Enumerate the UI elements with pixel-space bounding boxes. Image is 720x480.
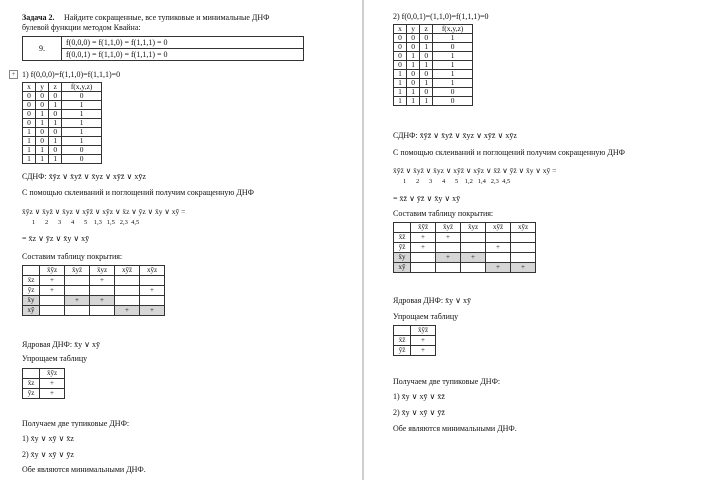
truth-cell: 0 [36,137,49,146]
cover-cell [115,286,140,296]
small-cell: x̄z̄ [394,336,411,346]
truth-header-cell: x [394,25,407,34]
cover-cell [511,233,536,243]
cover-cell: + [486,263,511,273]
small-header-row [23,369,65,379]
truth-cell: 1 [420,61,433,70]
truth-cell: 1 [394,97,407,106]
small-cell: + [40,389,65,399]
truth-cell: 1 [23,128,36,137]
truth-cell: 1 [36,110,49,119]
truth-cell: 1 [36,146,49,155]
truth-cell: 0 [36,101,49,110]
table-row [23,119,102,128]
cover-header-cell: x̄yz [90,266,115,276]
truth-cell: 0 [49,146,62,155]
cover-cell [436,243,461,253]
cover-cell: + [40,286,65,296]
truth-cell: 0 [62,155,102,164]
cover-cell: + [140,286,165,296]
truth-cell: 0 [62,92,102,101]
truth-cell: 0 [433,88,473,97]
cover-cell: + [436,233,461,243]
small-cell: x̄z [23,379,40,389]
small-header-cell: x̄ȳz [40,369,65,379]
truth-cell: 0 [420,52,433,61]
cover-cell [461,233,486,243]
truth-cell: 1 [36,119,49,128]
sdnf-1: СДНФ: x̄ȳz ∨ x̄yz̄ ∨ x̄yz ∨ xȳz̄ ∨ xȳz [22,172,146,181]
glue-result-1: = x̄z ∨ ȳz ∨ x̄y ∨ xȳ [22,234,90,243]
cover-header-row [394,223,536,233]
truth-table-2 [393,24,473,106]
truth-cell: 0 [394,34,407,43]
cover-header-row [23,266,165,276]
table-row [394,52,473,61]
cover-cell [90,306,115,316]
task-row-2: f(0,0,1) = f(1,1,0) = f(1,1,1) = 0 [62,49,304,61]
cover-cell [90,286,115,296]
truth-cell: 0 [36,92,49,101]
truth-cell: 1 [420,97,433,106]
truth-cell: 1 [394,70,407,79]
cover-cell: + [411,243,436,253]
truth-table-1 [22,82,102,164]
dnf2-2: 2) x̄y ∨ xȳ ∨ ȳz̄ [393,408,445,417]
cover-header-cell: x̄ȳz [40,266,65,276]
task-row-1: f(0,0,0) = f(1,1,0) = f(1,1,1) = 0 [62,37,304,49]
core-dnf-2: Ядровая ДНФ: x̄y ∨ xȳ [393,296,471,305]
truth-cell: 1 [394,88,407,97]
cover-cell: ȳz [23,286,40,296]
cover-cell: x̄y [23,296,40,306]
task-title: Задача 2. [22,13,55,22]
table-row [23,276,165,286]
two-dnf-2: Получаем две тупиковые ДНФ: [393,377,501,386]
cover-cell [511,243,536,253]
table-row [23,92,102,101]
truth-header-row [394,25,473,34]
cover-cell [461,243,486,253]
table-row [394,70,473,79]
table-row [394,43,473,52]
truth-cell: 1 [407,88,420,97]
truth-cell: 0 [394,52,407,61]
truth-cell: 1 [433,70,473,79]
two-dnf-1: Получаем две тупиковые ДНФ: [22,419,130,428]
cover-cell [486,233,511,243]
cover-title-2: Составим таблицу покрытия: [393,209,494,218]
table-row [23,155,102,164]
sdnf-2: СДНФ: x̄ȳz̄ ∨ x̄yz̄ ∨ x̄yz ∨ xȳz̄ ∨ xȳz [393,131,517,140]
cover-cell: + [90,276,115,286]
cover-header-cell: x̄yz̄ [65,266,90,276]
truth-cell: 0 [433,43,473,52]
small-corner-cell [23,369,40,379]
cover-cell: xȳ [23,306,40,316]
truth-cell: 0 [407,79,420,88]
glue-nums-2: 1 2 3 4 5 1,2 1,4 2,3 4,5 [403,178,511,185]
table-row [23,128,102,137]
truth-cell: 1 [433,79,473,88]
truth-cell: 1 [62,119,102,128]
table-move-handle[interactable]: + [9,70,18,79]
cover-header-cell [23,266,40,276]
cover-header-cell: xȳz [511,223,536,233]
truth-cell: 1 [407,61,420,70]
cover-cell [411,263,436,273]
small-cell: ȳz̄ [394,346,411,356]
truth-cell: 0 [420,70,433,79]
cover-cell: + [40,276,65,286]
truth-cell: 0 [23,110,36,119]
truth-cell: 1 [23,155,36,164]
cover-table-1 [22,265,165,316]
glue-expr-1: x̄ȳz ∨ x̄yz̄ ∨ x̄yz ∨ xȳz̄ ∨ xȳz ∨ x̄z ∨ ȳz ∨ x̄y ∨ xȳ = [22,207,186,216]
truth-cell: 1 [62,128,102,137]
truth-header-cell: y [36,83,49,92]
truth-cell: 0 [23,119,36,128]
glue-expr-2: x̄ȳz̄ ∨ x̄yz̄ ∨ x̄yz ∨ xȳz̄ ∨ xȳz ∨ x̄z̄ ∨ ȳz̄ ∨ x̄y ∨ xȳ = [393,166,557,175]
small-header-cell: x̄ȳz̄ [411,326,436,336]
cover-cell: + [140,306,165,316]
table-row [394,88,473,97]
cover-cell [65,306,90,316]
truth-cell: 0 [49,92,62,101]
cover-cell: ȳz̄ [394,243,411,253]
table-row [23,296,165,306]
dnf1-1: 1) x̄y ∨ xȳ ∨ x̄z [22,434,74,443]
cover-cell: + [411,233,436,243]
table-row [394,79,473,88]
truth-cell: 0 [407,70,420,79]
cover-cell [140,276,165,286]
cover-cell [115,276,140,286]
truth-cell: 0 [420,34,433,43]
cover-header-cell: x̄ȳz̄ [411,223,436,233]
truth-cell: 0 [433,97,473,106]
table-row [394,336,436,346]
cover-cell [115,296,140,306]
truth-cell: 1 [49,101,62,110]
truth-header-cell: y [407,25,420,34]
table-row [23,306,165,316]
both-min-1: Обе являются минимальными ДНФ. [22,465,146,474]
cover-cell [65,286,90,296]
truth-cell: 1 [62,101,102,110]
cover-cell: xȳ [394,263,411,273]
case1-title: 1) f(0,0,0)=f(1,1,0)=f(1,1,1)=0 [22,70,121,79]
truth-header-row [23,83,102,92]
cover-cell: x̄z̄ [394,233,411,243]
truth-cell: 1 [407,97,420,106]
cover-title-1: Составим таблицу покрытия: [22,252,123,261]
simplify-1: Упрощаем таблицу [22,354,88,363]
truth-header-cell: z [49,83,62,92]
table-row [394,34,473,43]
cover-cell: + [90,296,115,306]
truth-cell: 0 [62,146,102,155]
task-table [22,36,304,61]
small-table-2 [393,325,436,356]
cover-table-2 [393,222,536,273]
dnf1-2: 1) x̄y ∨ xȳ ∨ x̄z̄ [393,392,445,401]
table-row [394,61,473,70]
cover-cell: x̄y [394,253,411,263]
table-row [394,233,536,243]
truth-cell: 1 [23,146,36,155]
truth-cell: 0 [394,61,407,70]
truth-cell: 0 [394,43,407,52]
small-corner-cell [394,326,411,336]
table-row [23,379,65,389]
cover-cell: x̄z [23,276,40,286]
small-cell: + [40,379,65,389]
both-min-2: Обе являются минимальными ДНФ. [393,424,517,433]
cover-header-cell: xȳz̄ [486,223,511,233]
cover-cell: + [511,263,536,273]
truth-cell: 1 [433,52,473,61]
table-row [23,101,102,110]
table-row [23,146,102,155]
truth-cell: 1 [420,79,433,88]
truth-header-cell: f(x,y,z) [62,83,102,92]
dnf2-1: 2) x̄y ∨ xȳ ∨ ȳz [22,450,74,459]
table-row [394,253,536,263]
table-row [23,110,102,119]
truth-cell: 1 [433,61,473,70]
cover-header-cell: xȳz̄ [115,266,140,276]
task-text-line-2: булевой функции методом Квайна: [22,23,141,32]
truth-cell: 1 [407,52,420,61]
cover-cell: + [115,306,140,316]
cover-cell [511,253,536,263]
table-row [394,243,536,253]
truth-cell: 1 [62,110,102,119]
truth-cell: 1 [49,119,62,128]
cover-cell [411,253,436,263]
small-header-row [394,326,436,336]
cover-header-cell: xȳz [140,266,165,276]
truth-cell: 1 [394,79,407,88]
simplify-2: Упрощаем таблицу [393,312,459,321]
truth-cell: 0 [420,88,433,97]
glue-text-2: С помощью склеиваний и поглощений получим сокращенную ДНФ [393,148,625,157]
small-table-1 [22,368,65,399]
truth-cell: 1 [23,137,36,146]
case2-title: 2) f(0,0,1)=(1,1,0)=f(1,1,1)=0 [393,12,489,21]
cover-cell [65,276,90,286]
cover-cell [486,253,511,263]
truth-header-cell: x [23,83,36,92]
table-row [394,263,536,273]
cover-cell: + [486,243,511,253]
table-row [394,346,436,356]
glue-text-1: С помощью склеиваний и поглощений получим сокращенную ДНФ [22,188,254,197]
cover-header-cell: x̄yz̄ [436,223,461,233]
truth-cell: 0 [23,101,36,110]
small-cell: ȳz [23,389,40,399]
table-row [23,389,65,399]
cover-cell [40,306,65,316]
truth-cell: 1 [49,137,62,146]
task-text-line-1: Найдите сокращенные, все тупиковые и минимальные ДНФ [64,13,270,22]
table-row [23,286,165,296]
cover-header-cell [394,223,411,233]
cover-cell: + [461,253,486,263]
truth-cell: 0 [36,128,49,137]
truth-header-cell: f(x,y,z) [433,25,473,34]
truth-cell: 1 [420,43,433,52]
truth-cell: 1 [433,34,473,43]
task-number: 9. [23,37,62,61]
truth-cell: 0 [49,128,62,137]
cover-cell [436,263,461,273]
cover-cell: + [436,253,461,263]
truth-cell: 1 [49,155,62,164]
glue-nums-1: 1 2 3 4 5 1,3 1,5 2,3 4,5 [32,219,140,226]
truth-cell: 0 [407,43,420,52]
cover-cell: + [65,296,90,306]
small-cell: + [411,336,436,346]
truth-cell: 0 [23,92,36,101]
truth-cell: 0 [49,110,62,119]
truth-cell: 0 [407,34,420,43]
small-cell: + [411,346,436,356]
glue-result-2: = x̄z̄ ∨ ȳz̄ ∨ x̄y ∨ xȳ [393,194,461,203]
right-page [362,0,720,480]
truth-cell: 1 [62,137,102,146]
table-row [23,137,102,146]
core-dnf-1: Ядровая ДНФ: x̄y ∨ xȳ [22,340,100,349]
cover-cell [461,263,486,273]
truth-header-cell: z [420,25,433,34]
truth-cell: 1 [36,155,49,164]
table-row [394,97,473,106]
cover-header-cell: x̄yz [461,223,486,233]
cover-cell [40,296,65,306]
cover-cell [140,296,165,306]
